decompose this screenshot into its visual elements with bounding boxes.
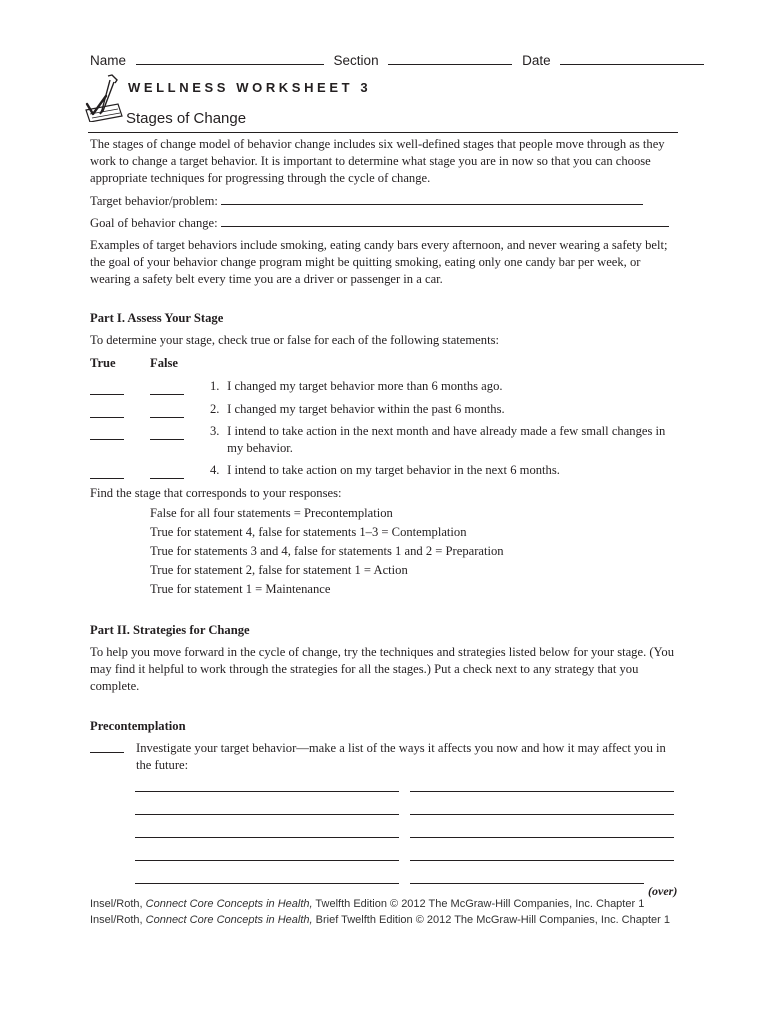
stage-key-item: True for statement 1 = Maintenance xyxy=(150,582,331,596)
statement-text: I changed my target behavior within the past 6 months. xyxy=(227,402,505,416)
false-column-label: False xyxy=(150,356,178,370)
statement-2 xyxy=(210,401,610,418)
name-label: Name xyxy=(90,53,127,68)
footer-edition: Twelfth Edition © 2012 The McGraw-Hill Companies, Inc. Chapter 1 xyxy=(312,898,645,910)
over-label: (over) xyxy=(648,884,678,898)
goal-field[interactable] xyxy=(221,214,669,227)
statement-4 xyxy=(210,462,670,479)
statement-text: I intend to take action on my target behavior in the next 6 months. xyxy=(227,463,560,477)
part2-heading: Part II. Strategies for Change xyxy=(90,623,250,637)
writing-line[interactable] xyxy=(135,814,399,815)
part1-instruction: To determine your stage, check true or false for each of the following statements: xyxy=(90,333,499,347)
writing-line[interactable] xyxy=(135,860,399,861)
statement-3 xyxy=(210,423,680,457)
statement-1 xyxy=(210,378,610,395)
intro-paragraph: The stages of change model of behavior change includes six well-defined stages that people move through as they work to change a target behavior. It is important to determine what stage you are in now so that you can choose appropriate techniques for progressing through the cycle of change. xyxy=(90,137,665,185)
date-label: Date xyxy=(522,53,551,68)
part1-heading: Part I. Assess Your Stage xyxy=(90,311,224,325)
writing-line[interactable] xyxy=(410,837,674,838)
date-field[interactable] xyxy=(560,52,704,65)
target-behavior-label: Target behavior/problem: xyxy=(90,194,218,208)
writing-line[interactable] xyxy=(410,883,644,884)
writing-line[interactable] xyxy=(410,814,674,815)
footer-authors: Insel/Roth, xyxy=(90,898,146,910)
statement-number: 4. xyxy=(210,463,220,477)
stage-key-item: True for statement 2, false for statement 1 = Action xyxy=(150,563,408,577)
find-stage-text: Find the stage that corresponds to your responses: xyxy=(90,486,342,500)
pencil-checkmark-icon xyxy=(84,74,124,122)
part2-instruction: To help you move forward in the cycle of change, try the techniques and strategies listed below for your stage. (You may find it helpful to work through the strategies for all the stages.) Put a check next to any strategy that you complete. xyxy=(90,645,674,693)
statement-text: I intend to take action in the next month and have already made a few small changes in my behavior. xyxy=(227,424,666,455)
true-checkbox-4[interactable] xyxy=(90,466,124,479)
writing-line[interactable] xyxy=(135,791,399,792)
false-checkbox-3[interactable] xyxy=(150,427,184,440)
statement-number: 1. xyxy=(210,379,220,393)
stage-key-item: True for statement 4, false for statements 1–3 = Contemplation xyxy=(150,525,467,539)
footer-citation-2 xyxy=(90,914,670,926)
stage-key-item: True for statements 3 and 4, false for statements 1 and 2 = Preparation xyxy=(150,544,504,558)
footer-citation-1 xyxy=(90,898,644,910)
strategy-item: Investigate your target behavior—make a list of the ways it affects you now and how it may affect you in the future: xyxy=(136,741,666,772)
statement-number: 3. xyxy=(210,424,220,438)
examples-paragraph: Examples of target behaviors include smoking, eating candy bars every afternoon, and never wearing a safety belt; the goal of your behavior change program might be quitting smoking, eating only one candy bar per week, or wearing a safety belt every time you are a driver or passenger in a car. xyxy=(90,238,668,286)
true-checkbox-2[interactable] xyxy=(90,405,124,418)
worksheet-title: WELLNESS WORKSHEET 3 xyxy=(128,80,372,95)
worksheet-subtitle: Stages of Change xyxy=(126,110,247,127)
precontemplation-heading: Precontemplation xyxy=(90,719,186,733)
section-label: Section xyxy=(333,53,379,68)
footer-book-title: Connect Core Concepts in Health, xyxy=(145,898,313,910)
false-checkbox-4[interactable] xyxy=(150,466,184,479)
writing-line[interactable] xyxy=(410,791,674,792)
goal-row xyxy=(90,214,680,232)
footer-edition: Brief Twelfth Edition © 2012 The McGraw-Hill Companies, Inc. Chapter 1 xyxy=(312,914,670,926)
section-field[interactable] xyxy=(388,52,512,65)
statement-text: I changed my target behavior more than 6 months ago. xyxy=(227,379,503,393)
target-behavior-field[interactable] xyxy=(221,192,643,205)
header-fields xyxy=(90,52,676,68)
true-column-label: True xyxy=(90,356,116,370)
false-checkbox-1[interactable] xyxy=(150,382,184,395)
writing-line[interactable] xyxy=(135,837,399,838)
strategy-checkbox[interactable] xyxy=(90,740,124,753)
footer-book-title: Connect Core Concepts in Health, xyxy=(145,914,313,926)
goal-label: Goal of behavior change: xyxy=(90,216,218,230)
stage-key-item: False for all four statements = Precontemplation xyxy=(150,506,393,520)
statement-number: 2. xyxy=(210,402,220,416)
footer-authors: Insel/Roth, xyxy=(90,914,146,926)
target-behavior-row xyxy=(90,192,680,210)
false-checkbox-2[interactable] xyxy=(150,405,184,418)
name-field[interactable] xyxy=(136,52,324,65)
writing-line[interactable] xyxy=(135,883,399,884)
writing-line[interactable] xyxy=(410,860,674,861)
true-checkbox-1[interactable] xyxy=(90,382,124,395)
true-checkbox-3[interactable] xyxy=(90,427,124,440)
title-divider xyxy=(88,132,678,133)
